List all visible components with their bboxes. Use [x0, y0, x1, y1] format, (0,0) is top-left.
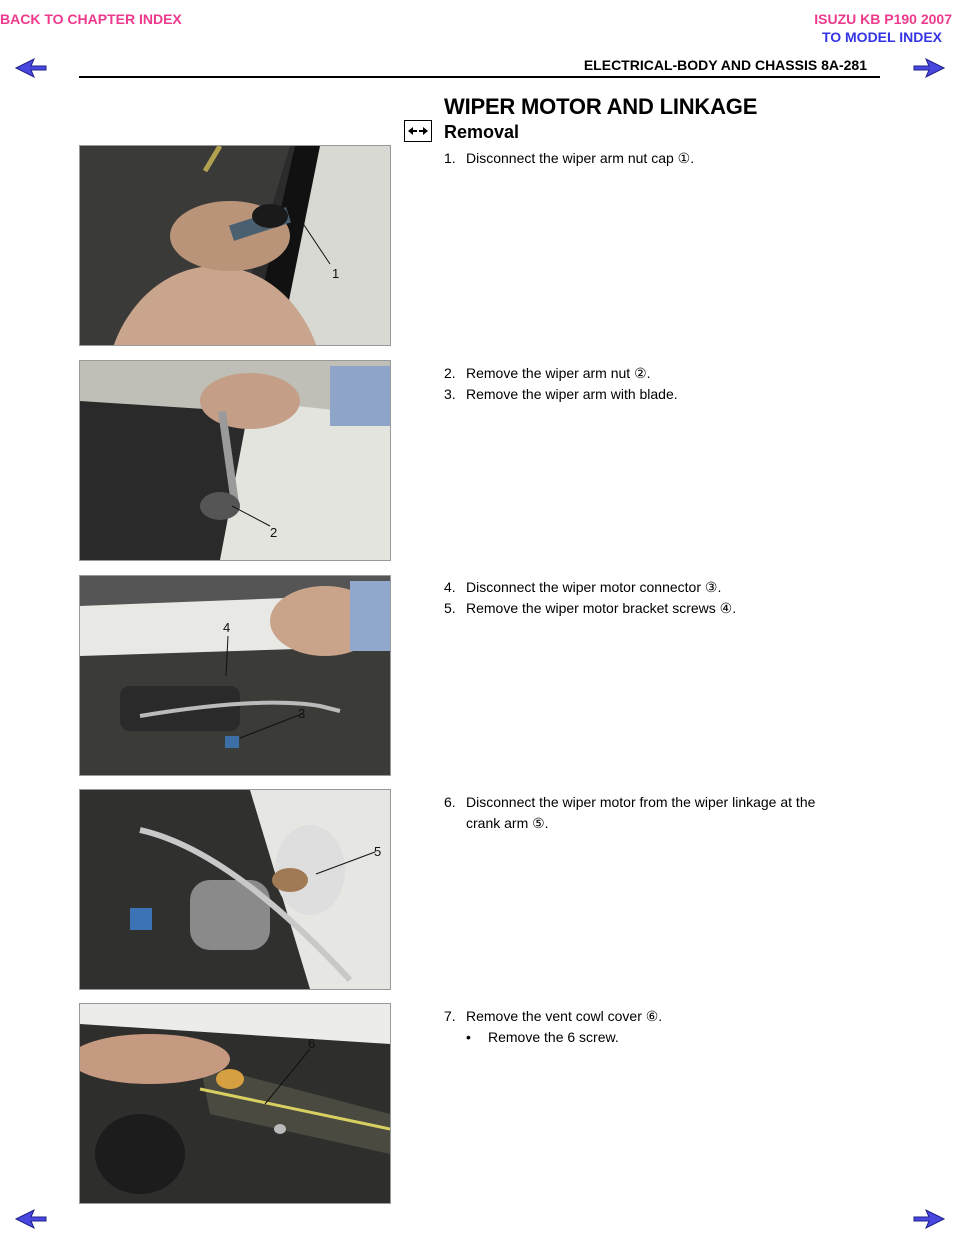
figure-5-callout-6: 6: [308, 1036, 316, 1051]
step-6-continuation: crank arm ⑤.: [466, 815, 549, 831]
step-7-bullet: [466, 1029, 619, 1045]
step-1: [444, 148, 694, 169]
step-5: [444, 598, 736, 619]
prev-page-left-arrow-icon[interactable]: [14, 57, 48, 79]
step-1-number: 1.: [444, 150, 456, 166]
next-page-right-arrow-icon[interactable]: [912, 57, 946, 79]
figure-4-photo: [79, 789, 391, 990]
figure-5-photo: [79, 1003, 391, 1204]
back-to-chapter-index-link[interactable]: BACK TO CHAPTER INDEX: [0, 11, 182, 27]
step-2-text: Remove the wiper arm nut ②.: [466, 365, 651, 381]
section-subtitle: Removal: [444, 122, 520, 142]
step-3: [444, 384, 678, 405]
figure-3-callout-3: 3: [298, 706, 306, 721]
step-4-text: Disconnect the wiper motor connector ③.: [466, 579, 722, 595]
step-6-text: Disconnect the wiper motor from the wiper linkage at the: [466, 794, 816, 810]
step-4-number: 4.: [444, 579, 456, 595]
bottom-next-page-right-arrow-icon[interactable]: [912, 1208, 946, 1230]
step-5-number: 5.: [444, 600, 456, 616]
model-title: ISUZU KB P190 2007: [814, 11, 952, 27]
page-header: ELECTRICAL-BODY AND CHASSIS 8A-281: [583, 57, 867, 73]
step-5-text: Remove the wiper motor bracket screws ④.: [466, 600, 737, 616]
section-title: WIPER MOTOR AND LINKAGE: [444, 94, 758, 119]
figure-3-photo: [79, 575, 391, 776]
step-3-number: 3.: [444, 386, 456, 402]
reversible-arrows-icon: [404, 120, 432, 142]
figure-1-photo: [79, 145, 391, 346]
step-7: [444, 1006, 662, 1027]
step-6: [444, 792, 880, 813]
bullet-text: Remove the 6 screw.: [488, 1029, 619, 1045]
step-7-text: Remove the vent cowl cover ⑥.: [466, 1008, 663, 1024]
figure-4-callout-5: 5: [374, 844, 382, 859]
figure-3-callout-4: 4: [223, 620, 231, 635]
header-rule: [79, 76, 880, 78]
figure-2-callout-2: 2: [270, 525, 278, 540]
bottom-prev-page-left-arrow-icon[interactable]: [14, 1208, 48, 1230]
figure-1-callout-1: 1: [332, 266, 340, 281]
step-2-number: 2.: [444, 365, 456, 381]
step-7-number: 7.: [444, 1008, 456, 1024]
figure-2-photo: [79, 360, 391, 561]
step-2: [444, 363, 651, 384]
step-4: [444, 577, 721, 598]
step-6-number: 6.: [444, 794, 456, 810]
to-model-index-link[interactable]: TO MODEL INDEX: [821, 29, 942, 45]
bullet-mark: •: [466, 1029, 471, 1045]
step-1-text: Disconnect the wiper arm nut cap ①.: [466, 150, 695, 166]
step-3-text: Remove the wiper arm with blade.: [466, 386, 678, 402]
